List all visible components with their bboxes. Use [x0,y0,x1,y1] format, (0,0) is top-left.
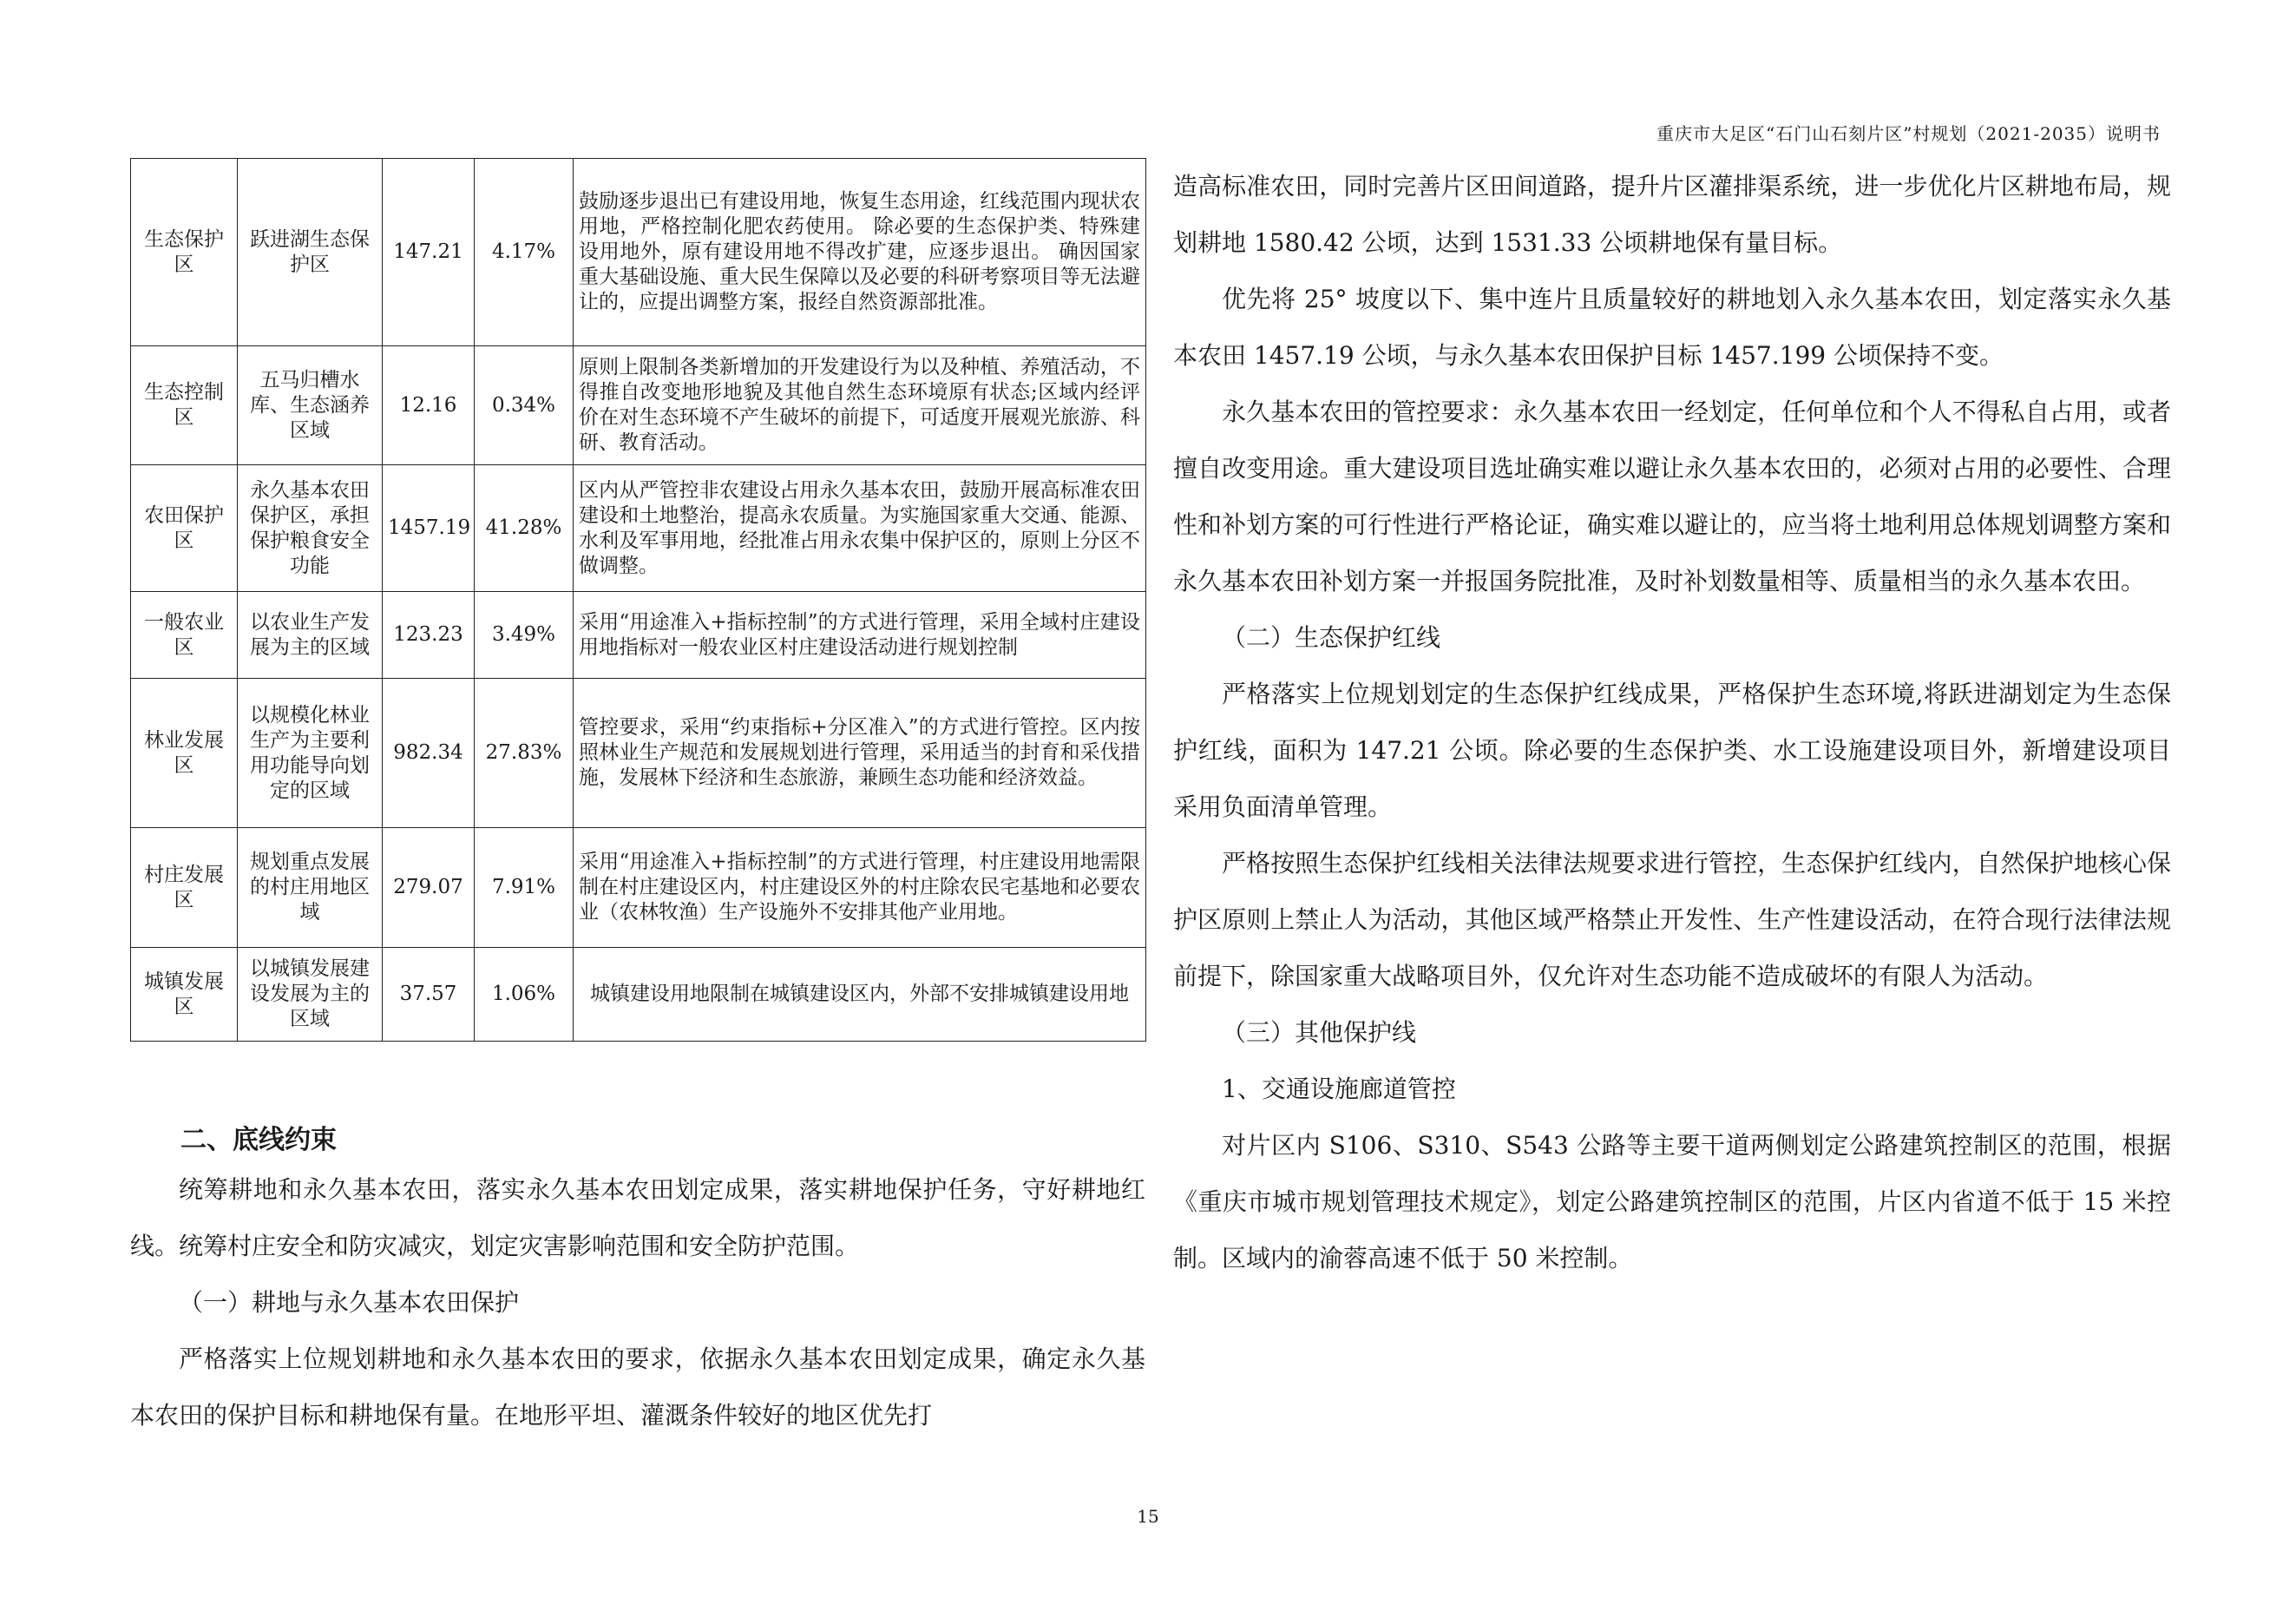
control-requirement-cell: 原则上限制各类新增加的开发建设行为以及种植、养殖活动，不得推自改变地形地貌及其他自然生态环境原有状态;区域内经评价在对生态环境不产生破坏的前提下，可适度开展观光旅游、科研、教育活动。 [574,346,1146,465]
zone-name-cell: 以规模化林业生产为主要利用功能导向划定的区域 [238,679,383,828]
document-header: 重庆市大足区“石门山石刻片区”村规划（2021-2035）说明书 [1656,123,2161,144]
table-row [131,465,1146,592]
zone-type-cell: 农田保护区 [131,465,238,592]
table-row [131,159,1146,346]
percent-cell: 4.17% [475,159,574,346]
table-row [131,679,1146,828]
zone-name-cell: 五马归槽水库、生态涵养区域 [238,346,383,465]
area-cell: 279.07 [383,828,475,948]
subsection-heading: （二）生态保护红线 [1222,623,1441,652]
percent-cell: 0.34% [475,346,574,465]
zoning-table [130,158,1146,1042]
left-column [130,158,1145,1443]
table-row [131,948,1146,1042]
zone-type-cell: 村庄发展区 [131,828,238,948]
table-row [131,346,1146,465]
area-cell: 123.23 [383,592,475,679]
zone-type-cell: 生态保护区 [131,159,238,346]
page-number: 15 [1137,1506,1159,1527]
control-requirement-cell: 鼓励逐步退出已有建设用地，恢复生态用途，红线范围内现状农用地，严格控制化肥农药使用。 除必要的生态保护类、特殊建设用地外，原有建设用地不得改扩建，应逐步退出。 确因国家重大基础设施、重大民生保障以及必要的科研考察项目等无法避让的，应提出调整方案，报经自然资源部批准。 [574,159,1146,346]
control-requirement-cell: 采用“用途准入+指标控制”的方式进行管理，村庄建设用地需限制在村庄建设区内，村庄建设区外的村庄除农民宅基地和必要农业（农林牧渔）生产设施外不安排其他产业用地。 [574,828,1146,948]
control-requirement-cell: 区内从严管控非农建设占用永久基本农田，鼓励开展高标准农田建设和土地整治，提高永农质量。为实施国家重大交通、能源、水利及军事用地，经批准占用永农集中保护区的，原则上分区不做调整。 [574,465,1146,592]
area-cell: 1457.19 [383,465,475,592]
zone-type-cell: 一般农业区 [131,592,238,679]
zone-type-cell: 林业发展区 [131,679,238,828]
percent-cell: 7.91% [475,828,574,948]
zone-name-cell: 规划重点发展的村庄用地区域 [238,828,383,948]
paragraph: 对片区内 S106、S310、S543 公路等主要干道两侧划定公路建筑控制区的范围，根据《重庆市城市规划管理技术规定》，划定公路建筑控制区的范围，片区内省道不低于 15 米控制。区域内的渝蓉高速不低于 50 米控制。 [1173,1131,2171,1272]
paragraph: 造高标准农田，同时完善片区田间道路，提升片区灌排渠系统，进一步优化片区耕地布局，规划耕地 1580.42 公顷，达到 1531.33 公顷耕地保有量目标。 [1173,172,2171,257]
area-cell: 12.16 [383,346,475,465]
control-requirement-cell: 管控要求，采用“约束指标+分区准入”的方式进行管控。区内按照林业生产规范和发展规划进行管理，采用适当的封育和采伐措施，发展林下经济和生态旅游，兼顾生态功能和经济效益。 [574,679,1146,828]
percent-cell: 27.83% [475,679,574,828]
percent-cell: 1.06% [475,948,574,1042]
paragraph: 严格落实上位规划划定的生态保护红线成果，严格保护生态环境,将跃进湖划定为生态保护红线，面积为 147.21 公顷。除必要的生态保护类、水工设施建设项目外，新增建设项目采用负面清单管理。 [1173,680,2171,821]
section-title: 二、底线约束 [180,1125,337,1155]
subsection-heading: 1、交通设施廊道管控 [1222,1075,1456,1103]
subsection-heading: （一）耕地与永久基本农田保护 [179,1288,520,1317]
area-cell: 982.34 [383,679,475,828]
control-requirement-cell: 城镇建设用地限制在城镇建设区内，外部不安排城镇建设用地 [574,948,1146,1042]
paragraph: 优先将 25° 坡度以下、集中连片且质量较好的耕地划入永久基本农田，划定落实永久基本农田 1457.19 公顷，与永久基本农田保护目标 1457.199 公顷保持不变。 [1173,285,2171,370]
zone-name-cell: 跃进湖生态保护区 [238,159,383,346]
zone-name-cell: 以城镇发展建设发展为主的区域 [238,948,383,1042]
table-row [131,592,1146,679]
right-column [1173,158,2171,1286]
percent-cell: 3.49% [475,592,574,679]
zone-type-cell: 城镇发展区 [131,948,238,1042]
table-row [131,828,1146,948]
zone-type-cell: 生态控制区 [131,346,238,465]
control-requirement-cell: 采用“用途准入+指标控制”的方式进行管理，采用全域村庄建设用地指标对一般农业区村庄建设活动进行规划控制 [574,592,1146,679]
paragraph: 严格按照生态保护红线相关法律法规要求进行管控，生态保护红线内，自然保护地核心保护区原则上禁止人为活动，其他区域严格禁止开发性、生产性建设活动，在符合现行法律法规前提下，除国家重大战略项目外，仅允许对生态功能不造成破坏的有限人为活动。 [1173,849,2171,990]
paragraph: 永久基本农田的管控要求：永久基本农田一经划定，任何单位和个人不得私自占用，或者擅自改变用途。重大建设项目选址确实难以避让永久基本农田的，必须对占用的必要性、合理性和补划方案的可行性进行严格论证，确实难以避让的，应当将土地利用总体规划调整方案和永久基本农田补划方案一并报国务院批准，及时补划数量相等、质量相当的永久基本农田。 [1173,398,2171,595]
zone-name-cell: 永久基本农田保护区，承担保护粮食安全功能 [238,465,383,592]
paragraph: 严格落实上位规划耕地和永久基本农田的要求，依据永久基本农田划定成果，确定永久基本农田的保护目标和耕地保有量。在地形平坦、灌溉条件较好的地区优先打 [130,1345,1145,1430]
subsection-heading: （三）其他保护线 [1222,1018,1417,1047]
paragraph: 统筹耕地和永久基本农田，落实永久基本农田划定成果，落实耕地保护任务，守好耕地红线。统筹村庄安全和防灾减灾，划定灾害影响范围和安全防护范围。 [130,1175,1145,1260]
area-cell: 37.57 [383,948,475,1042]
percent-cell: 41.28% [475,465,574,592]
area-cell: 147.21 [383,159,475,346]
zone-name-cell: 以农业生产发展为主的区域 [238,592,383,679]
